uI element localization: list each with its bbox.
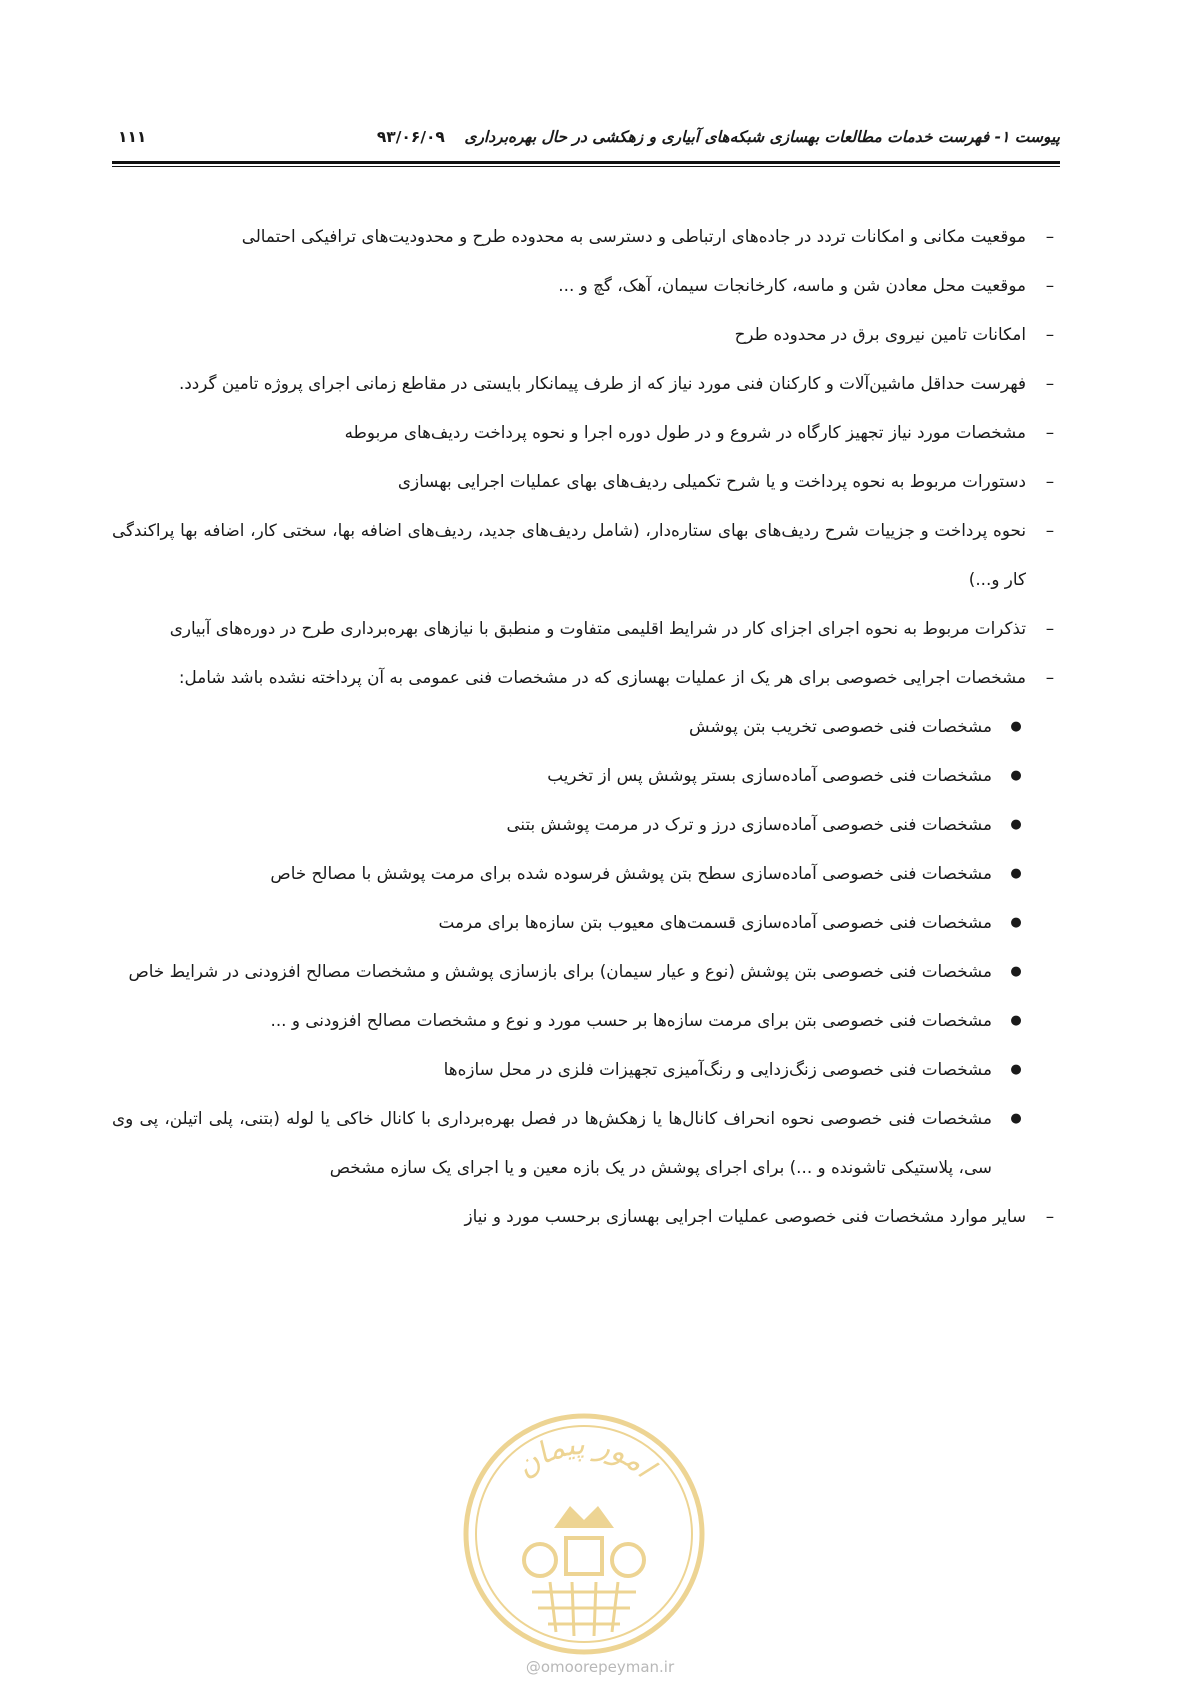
list-item bbox=[112, 457, 1060, 506]
list-item bbox=[112, 212, 1060, 261]
header-title-text: پیوست ۱- فهرست خدمات مطالعات بهسازی شبکه‌های آبیاری و زهکشی در حال بهره‌برداری bbox=[464, 128, 1060, 146]
dash-marker: – bbox=[1045, 618, 1055, 638]
bullet-marker: ● bbox=[1010, 1111, 1022, 1126]
page-number: ۱۱۱ bbox=[118, 128, 147, 146]
bullet-marker: ● bbox=[1010, 817, 1022, 832]
stamp-text: امور پیمان bbox=[508, 1426, 661, 1485]
bullet-item-text: مشخصات فنی خصوصی نحوه انحراف کانال‌ها یا زهکش‌ها در فصل بهره‌برداری با کانال خاکی یا لوله (بتنی، پلی اتیلن، پی وی سی، پلاستیکی تاشونده و ...) برای اجرای پوشش در یک بازه معین و یا اجرای یک سازه مشخص bbox=[112, 1108, 992, 1177]
list-item-text: مشخصات اجرایی خصوصی برای هر یک از عملیات بهسازی که در مشخصات فنی عمومی به آن پرداخته نشده باشد شامل: bbox=[178, 667, 1026, 687]
header-rule-thick bbox=[112, 161, 1060, 164]
dash-marker: – bbox=[1045, 667, 1055, 687]
page-header bbox=[112, 124, 1060, 150]
svg-text:امور پیمان bbox=[509, 1427, 664, 1487]
list-item-text: امکانات تامین نیروی برق در محدوده طرح bbox=[734, 324, 1026, 344]
list-item bbox=[112, 359, 1060, 408]
bullet-item-text: مشخصات فنی خصوصی تخریب بتن پوشش bbox=[688, 716, 992, 736]
dash-marker: – bbox=[1045, 520, 1055, 540]
list-item bbox=[112, 310, 1060, 359]
watermark: @omoorepeyman.ir bbox=[525, 1658, 675, 1676]
bullet-item bbox=[112, 996, 1026, 1045]
list-item bbox=[112, 408, 1060, 457]
page-content bbox=[112, 212, 1060, 1241]
header-rule-thin bbox=[112, 166, 1060, 167]
list-item-text: دستورات مربوط به نحوه پرداخت و یا شرح تکمیلی ردیف‌های بهای عملیات اجرایی بهسازی bbox=[397, 471, 1026, 491]
list-item-text: فهرست حداقل ماشین‌آلات و کارکنان فنی مورد نیاز که از طرف پیمانکار بایستی در مقاطع زمانی اجرای پروژه تامین گردد. bbox=[179, 373, 1026, 393]
list-item bbox=[112, 1192, 1060, 1241]
list-item bbox=[112, 604, 1060, 653]
list-item-text: تذکرات مربوط به نحوه اجرای اجزای کار در شرایط اقلیمی متفاوت و منطبق با نیازهای بهره‌برداری طرح در دوره‌های آبیاری bbox=[169, 618, 1026, 638]
bullet-item-text: مشخصات فنی خصوصی آماده‌سازی سطح بتن پوشش فرسوده شده برای مرمت پوشش با مصالح خاص bbox=[270, 863, 992, 883]
bullet-item bbox=[112, 947, 1026, 996]
dash-marker: – bbox=[1045, 373, 1055, 393]
dash-marker: – bbox=[1045, 275, 1055, 295]
bullet-item bbox=[112, 849, 1026, 898]
list-item-text: موقعیت محل معادن شن و ماسه، کارخانجات سیمان، آهک، گچ و ... bbox=[558, 275, 1026, 295]
bullet-item-text: مشخصات فنی خصوصی بتن پوشش (نوع و عیار سیمان) برای بازسازی پوشش و مشخصات مصالح افزودنی در شرایط خاص bbox=[128, 961, 992, 981]
bullet-item bbox=[112, 751, 1026, 800]
list-item-text: مشخصات مورد نیاز تجهیز کارگاه در شروع و در طول دوره اجرا و نحوه پرداخت ردیف‌های مربوطه bbox=[344, 422, 1026, 442]
bullet-item-text: مشخصات فنی خصوصی آماده‌سازی درز و ترک در مرمت پوشش بتنی bbox=[506, 814, 992, 834]
bullet-marker: ● bbox=[1010, 866, 1022, 881]
dash-marker: – bbox=[1045, 324, 1055, 344]
bullet-item-text: مشخصات فنی خصوصی زنگ‌زدایی و رنگ‌آمیزی تجهیزات فلزی در محل سازه‌ها bbox=[443, 1059, 992, 1079]
seal-emblem-icon bbox=[460, 1410, 708, 1658]
bullet-marker: ● bbox=[1010, 915, 1022, 930]
bullet-item-text: مشخصات فنی خصوصی آماده‌سازی قسمت‌های معیوب بتن سازه‌ها برای مرمت bbox=[438, 912, 992, 932]
list-item-text: موقعیت مکانی و امکانات تردد در جاده‌های ارتباطی و دسترسی به محدوده طرح و محدودیت‌های ترافیکی احتمالی bbox=[241, 226, 1026, 246]
bullet-item-text: مشخصات فنی خصوصی بتن برای مرمت سازه‌ها بر حسب مورد و نوع و مشخصات مصالح افزودنی و ... bbox=[270, 1010, 992, 1030]
bullet-item bbox=[112, 898, 1026, 947]
bullet-item bbox=[112, 800, 1026, 849]
dash-marker: – bbox=[1045, 422, 1055, 442]
list-item-text: نحوه پرداخت و جزییات شرح ردیف‌های بهای ستاره‌دار، (شامل ردیف‌های جدید، ردیف‌های اضافه بها، سختی کار، اضافه بها پراکندگی کار و...) bbox=[112, 520, 1026, 589]
bullet-item bbox=[112, 1094, 1026, 1192]
bullet-marker: ● bbox=[1010, 1062, 1022, 1077]
bullet-marker: ● bbox=[1010, 1013, 1022, 1028]
bullet-item-text: مشخصات فنی خصوصی آماده‌سازی بستر پوشش پس از تخریب bbox=[547, 765, 992, 785]
list-item bbox=[112, 653, 1060, 702]
list-item bbox=[112, 261, 1060, 310]
list-item-text: سایر موارد مشخصات فنی خصوصی عملیات اجرایی بهسازی برحسب مورد و نیاز bbox=[464, 1206, 1026, 1226]
bullet-item bbox=[112, 702, 1026, 751]
dash-marker: – bbox=[1045, 1206, 1055, 1226]
bullet-marker: ● bbox=[1010, 719, 1022, 734]
dash-marker: – bbox=[1045, 226, 1055, 246]
bullet-marker: ● bbox=[1010, 964, 1022, 979]
dash-marker: – bbox=[1045, 471, 1055, 491]
bullet-marker: ● bbox=[1010, 768, 1022, 783]
list-item bbox=[112, 506, 1060, 604]
bullet-item bbox=[112, 1045, 1026, 1094]
header-title bbox=[377, 128, 1060, 146]
header-date: ۹۳/۰۶/۰۹ bbox=[376, 128, 445, 146]
